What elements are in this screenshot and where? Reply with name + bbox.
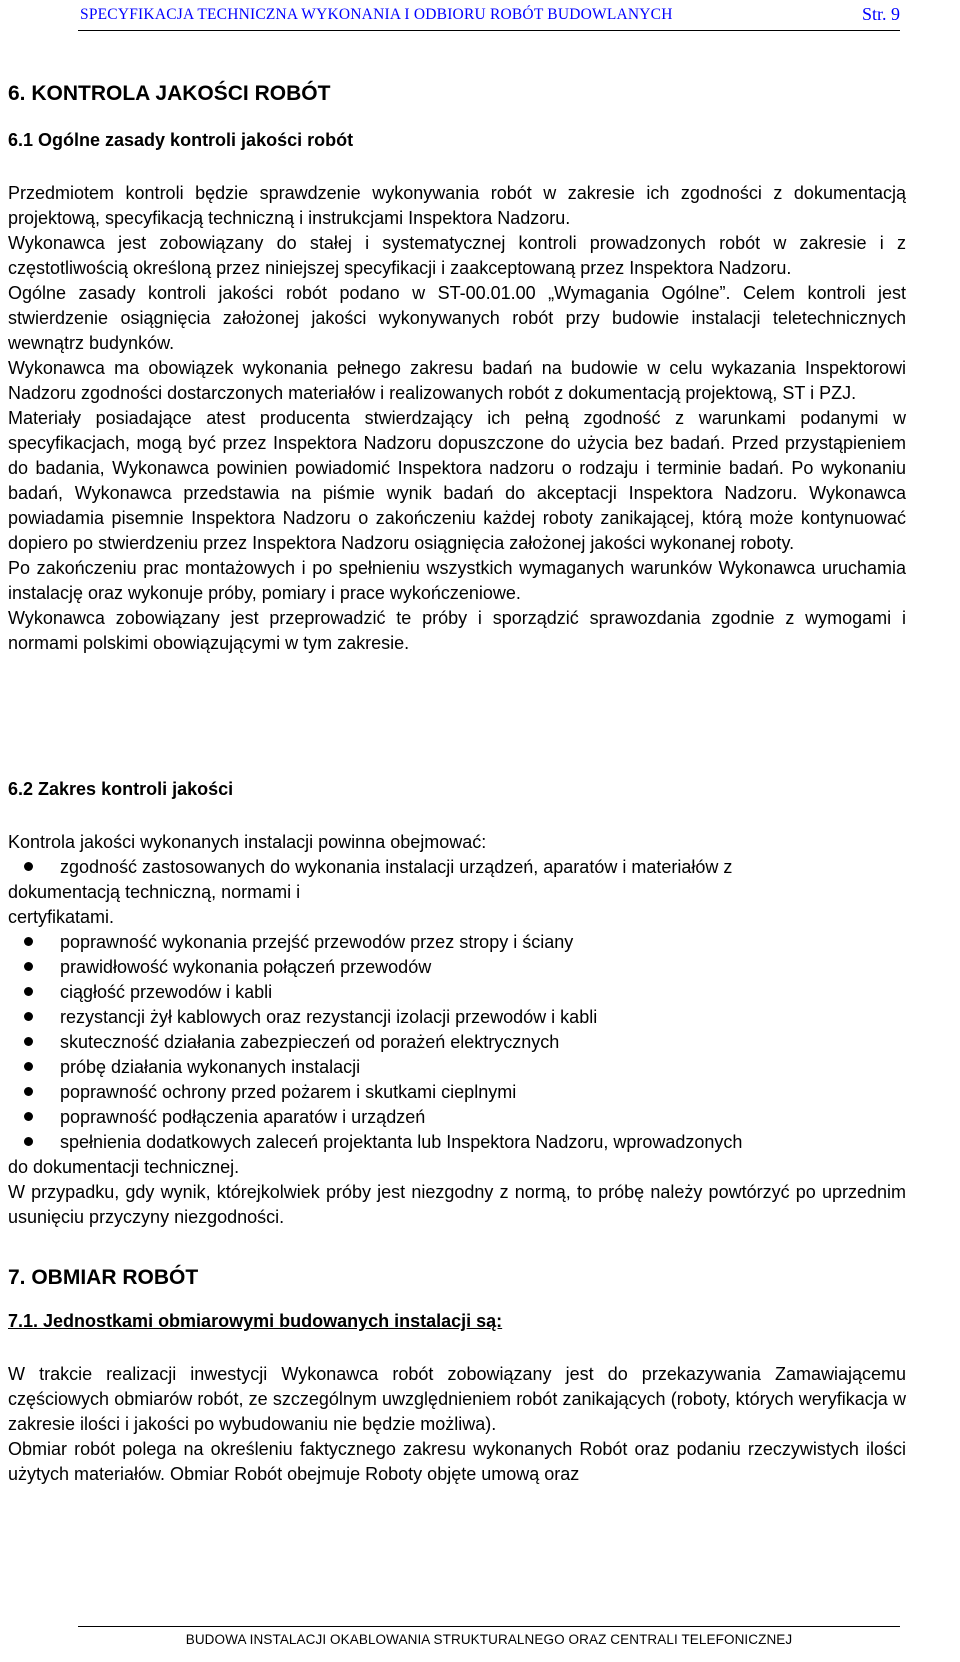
bullet-icon [24, 1037, 33, 1046]
list-item: poprawność wykonania przejść przewodów przez stropy i ściany [8, 930, 906, 955]
list-item-continuation: do dokumentacji technicznej. [8, 1157, 240, 1177]
list-item: spełnienia dodatkowych zaleceń projektanta lub Inspektora Nadzoru, wprowadzonych [8, 1130, 906, 1155]
section-7-1-body [8, 1362, 906, 1487]
bullet-icon [24, 1137, 33, 1146]
paragraph: Wykonawca ma obowiązek wykonania pełnego zakresu badań na budowie w celu wykazania Inspektorowi Nadzoru zgodności dostarczonych materiałów i realizowanych robót z dokumentacją projektową, ST i PZJ. [8, 358, 906, 403]
list-item: skuteczność działania zabezpieczeń od porażeń elektrycznych [8, 1030, 906, 1055]
list-item: prawidłowość wykonania połączeń przewodów [8, 955, 906, 980]
list-item: poprawność podłączenia aparatów i urządzeń [8, 1105, 906, 1130]
bullet-icon [24, 937, 33, 946]
list-item-continuation: dokumentacją techniczną, normami i [8, 882, 301, 902]
bullet-icon [24, 987, 33, 996]
section-6-1-body [8, 181, 906, 656]
section-6-1-title: 6.1 Ogólne zasady kontroli jakości robót [8, 130, 354, 150]
header-title: SPECYFIKACJA TECHNICZNA WYKONANIA I ODBIORU ROBÓT BUDOWLANYCH [80, 6, 673, 23]
section-6-2-title: 6.2 Zakres kontroli jakości [8, 779, 234, 799]
list-item: poprawność ochrony przed pożarem i skutkami cieplnymi [8, 1080, 906, 1105]
page-header [78, 4, 900, 31]
list-item: rezystancji żył kablowych oraz rezystancji izolacji przewodów i kabli [8, 1005, 906, 1030]
paragraph: W przypadku, gdy wynik, którejkolwiek próby jest niezgodny z normą, to próbę należy powtórzyć po uprzednim usunięciu przyczyny niezgodności. [8, 1182, 906, 1227]
page-footer: BUDOWA INSTALACJI OKABLOWANIA STRUKTURALNEGO ORAZ CENTRALI TELEFONICZNEJ [78, 1626, 900, 1647]
header-page-number: Str. 9 [861, 4, 900, 24]
quality-control-list [8, 855, 906, 1180]
list-item-continuation: certyfikatami. [8, 907, 115, 927]
bullet-icon [24, 1087, 33, 1096]
paragraph: Obmiar robót polega na określeniu faktycznego zakresu wykonanych Robót oraz podaniu rzeczywistych ilości użytych materiałów. Obmiar Robót obejmuje Roboty objęte umową oraz [8, 1439, 906, 1484]
paragraph: Wykonawca zobowiązany jest przeprowadzić te próby i sporządzić sprawozdania zgodnie z wymogami i normami polskimi obowiązującymi w tym zakresie. [8, 608, 906, 653]
bullet-icon [24, 962, 33, 971]
paragraph: Przedmiotem kontroli będzie sprawdzenie wykonywania robót w zakresie ich zgodności z dokumentacją projektową, specyfikacją techniczną i instrukcjami Inspektora Nadzoru. [8, 183, 906, 228]
bullet-icon [24, 862, 33, 871]
paragraph: Materiały posiadające atest producenta stwierdzający ich pełną zgodność z warunkami podanymi w specyfikacjach, mogą być przez Inspektora Nadzoru dopuszczone do użycia bez badań. Przed przystąpieniem do badania, Wykonawca powinien powiadomić Inspektora nadzoru o rodzaju i terminie badań. Po wykonaniu badań, Wykonawca przedstawia na piśmie wynik badań do akceptacji Inspektora Nadzoru. Wykonawca powiadamia pisemnie Inspektora Nadzoru o zakończeniu każdej roboty zanikającej, którą może kontynuować dopiero po stwierdzeniu przez Inspektora Nadzoru osiągnięcia założonej jakości wykonanej roboty. [8, 408, 906, 553]
list-item: ciągłość przewodów i kabli [8, 980, 906, 1005]
bullet-icon [24, 1062, 33, 1071]
bullet-icon [24, 1112, 33, 1121]
list-item: próbę działania wykonanych instalacji [8, 1055, 906, 1080]
section-6-2-closing [8, 1180, 906, 1230]
section-6-title: 6. KONTROLA JAKOŚCI ROBÓT [8, 82, 331, 105]
paragraph: Wykonawca jest zobowiązany do stałej i systematycznej kontroli prowadzonych robót w zakresie i z częstotliwością określoną przez niniejszej specyfikacji i zaakceptowaną przez Inspektora Nadzoru. [8, 233, 906, 278]
section-7-title: 7. OBMIAR ROBÓT [8, 1266, 199, 1289]
section-6-2-lead: Kontrola jakości wykonanych instalacji powinna obejmować: [8, 832, 487, 852]
paragraph: W trakcie realizacji inwestycji Wykonawca robót zobowiązany jest do przekazywania Zamawiającemu częściowych obmiarów robót, ze szczególnym uwzględnieniem robót zanikających (roboty, których weryfikacja w zakresie ilości i jakości po wybudowaniu nie będzie możliwa). [8, 1364, 906, 1434]
paragraph: Ogólne zasady kontroli jakości robót podano w ST-00.01.00 „Wymagania Ogólne”. Celem kontroli jest stwierdzenie osiągnięcia założonej jakości wykonywanych robót przy budowie instalacji teletechnicznych wewnątrz budynków. [8, 283, 906, 353]
paragraph: Po zakończeniu prac montażowych i po spełnieniu wszystkich wymaganych warunków Wykonawca uruchamia instalację oraz wykonuje próby, pomiary i prace wykończeniowe. [8, 558, 906, 603]
section-7-1-title: 7.1. Jednostkami obmiarowymi budowanych instalacji są: [8, 1311, 503, 1331]
bullet-icon [24, 1012, 33, 1021]
list-item: zgodność zastosowanych do wykonania instalacji urządzeń, aparatów i materiałów z [8, 855, 906, 880]
